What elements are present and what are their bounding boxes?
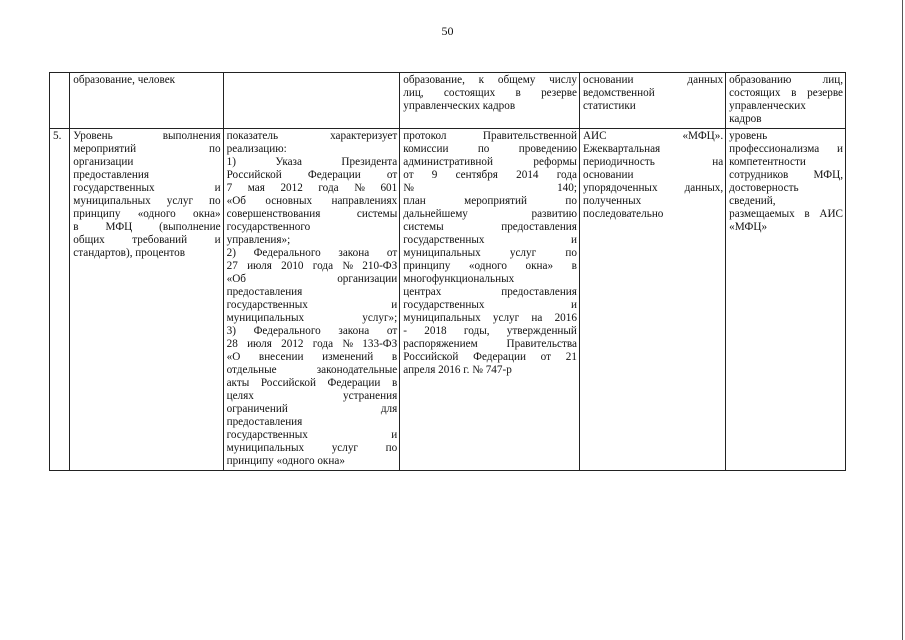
cell-line: мероприятий по xyxy=(73,143,221,155)
row-number: 5. xyxy=(53,130,62,142)
cell-line: «О внесении изменений в xyxy=(226,351,398,363)
cell-line: государственного xyxy=(226,221,311,233)
cell-line: образованию лиц, xyxy=(729,74,843,86)
table-row xyxy=(50,129,846,471)
table-row xyxy=(50,73,846,129)
cell-line: принципу «одного окна» xyxy=(73,208,221,220)
cell-line: кадров xyxy=(729,113,762,125)
cell-line: муниципальных услуг на 2016 xyxy=(403,312,577,324)
table-cell-num xyxy=(50,73,70,129)
cell-line: реализацию: xyxy=(226,143,287,155)
cell-line: протокол Правительственной xyxy=(403,130,577,142)
cell-line: управления»; xyxy=(226,234,291,246)
table-cell-document xyxy=(400,129,580,471)
cell-line: апреля 2016 г. № 747-р xyxy=(403,364,512,376)
cell-line: комиссии по проведению xyxy=(403,143,577,155)
cell-line: основании данных xyxy=(582,74,724,86)
cell-line: основании xyxy=(582,169,634,181)
cell-line: системы предоставления xyxy=(403,221,577,233)
cell-line: центрах предоставления xyxy=(403,286,577,298)
page-edge-line xyxy=(902,0,903,640)
cell-line: муниципальных услуг по xyxy=(403,247,577,259)
cell-line: 28 июля 2012 года № 133-ФЗ xyxy=(226,338,398,350)
cell-line: № 140; xyxy=(403,182,577,194)
cell-line: стандартов), процентов xyxy=(73,247,186,259)
table-cell-document xyxy=(400,73,580,129)
cell-line: статистики xyxy=(582,100,636,112)
cell-line: организации xyxy=(73,156,134,168)
cell-line: ведомственной xyxy=(582,87,655,99)
cell-line: Российской Федерации от 21 xyxy=(403,351,577,363)
cell-line: «Об основных направлениях xyxy=(226,195,398,207)
cell-line: государственных и xyxy=(73,182,221,194)
cell-line: Уровень выполнения xyxy=(73,130,221,142)
cell-line: дальнейшему развитию xyxy=(403,208,577,220)
cell-line: образование, к общему числу xyxy=(403,74,577,86)
cell-line: упорядоченных данных, xyxy=(582,182,724,194)
table-cell-num xyxy=(50,129,70,471)
cell-line: Ежеквартальная xyxy=(582,143,661,155)
cell-line: многофункциональных xyxy=(403,273,515,285)
table-cell-indicator xyxy=(70,73,223,129)
cell-line: периодичность на xyxy=(582,156,724,168)
table-cell-basis xyxy=(223,73,400,129)
cell-line: отдельные законодательные xyxy=(226,364,398,376)
cell-line: уровень xyxy=(729,130,768,142)
cell-line: достоверность xyxy=(729,182,799,194)
cell-line: управленческих xyxy=(729,100,806,112)
table-cell-source xyxy=(579,73,725,129)
cell-line: сотрудников МФЦ, xyxy=(729,169,843,181)
cell-line: акты Российской Федерации в xyxy=(226,377,398,389)
cell-line: Российской Федерации от xyxy=(226,169,398,181)
cell-line: государственных и xyxy=(226,299,398,311)
cell-line: 2) Федерального закона от xyxy=(226,247,398,259)
cell-line: размещаемых в АИС xyxy=(729,208,843,220)
cell-line: 27 июля 2010 года № 210-ФЗ xyxy=(226,260,398,272)
cell-line: государственных и xyxy=(403,299,577,311)
cell-line: АИС «МФЦ». xyxy=(582,130,724,142)
cell-line: муниципальных услуг по xyxy=(73,195,221,207)
cell-line: последовательно xyxy=(582,208,664,220)
cell-line: ограничений для xyxy=(226,403,398,415)
page-number: 50 xyxy=(441,24,454,38)
cell-line: состоящих в резерве xyxy=(729,87,843,99)
cell-line: муниципальных услуг по xyxy=(226,442,398,454)
cell-line: 3) Федерального закона от xyxy=(226,325,398,337)
cell-line: принципу «одного окна» в xyxy=(403,260,577,272)
cell-line: административной реформы xyxy=(403,156,577,168)
cell-line: «Об организации xyxy=(226,273,398,285)
table-cell-source xyxy=(579,129,725,471)
table-cell-basis xyxy=(223,129,400,471)
cell-line: распоряжением Правительства xyxy=(403,338,577,350)
cell-line: 7 мая 2012 года № 601 xyxy=(226,182,398,194)
cell-line: государственных и xyxy=(403,234,577,246)
cell-line: план мероприятий по xyxy=(403,195,577,207)
cell-line: полученных xyxy=(582,195,642,207)
cell-line: совершенствования системы xyxy=(226,208,398,220)
cell-line: образование, человек xyxy=(73,74,176,86)
cell-line: сведений, xyxy=(729,195,776,207)
cell-line: показатель характеризует xyxy=(226,130,398,142)
table-cell-characteristic xyxy=(726,73,846,129)
cell-line: целях устранения xyxy=(226,390,398,402)
cell-line: муниципальных услуг»; xyxy=(226,312,398,324)
cell-line: предоставления xyxy=(226,286,303,298)
cell-line: предоставления xyxy=(226,416,303,428)
cell-line: от 9 сентября 2014 года xyxy=(403,169,577,181)
cell-line: профессионализма и xyxy=(729,143,843,155)
cell-line: в МФЦ (выполнение xyxy=(73,221,221,233)
cell-line: государственных и xyxy=(226,429,398,441)
cell-line: «МФЦ» xyxy=(729,221,768,233)
cell-line: лиц, состоящих в резерве xyxy=(403,87,577,99)
cell-line: управленческих кадров xyxy=(403,100,516,112)
indicator-table xyxy=(49,72,846,471)
table-cell-indicator xyxy=(70,129,223,471)
cell-line: - 2018 годы, утвержденный xyxy=(403,325,577,337)
cell-line: предоставления xyxy=(73,169,150,181)
cell-line: 1) Указа Президента xyxy=(226,156,398,168)
cell-line: принципу «одного окна» xyxy=(226,455,345,467)
cell-line: общих требований и xyxy=(73,234,221,246)
cell-line: компетентности xyxy=(729,156,806,168)
table-cell-characteristic xyxy=(726,129,846,471)
